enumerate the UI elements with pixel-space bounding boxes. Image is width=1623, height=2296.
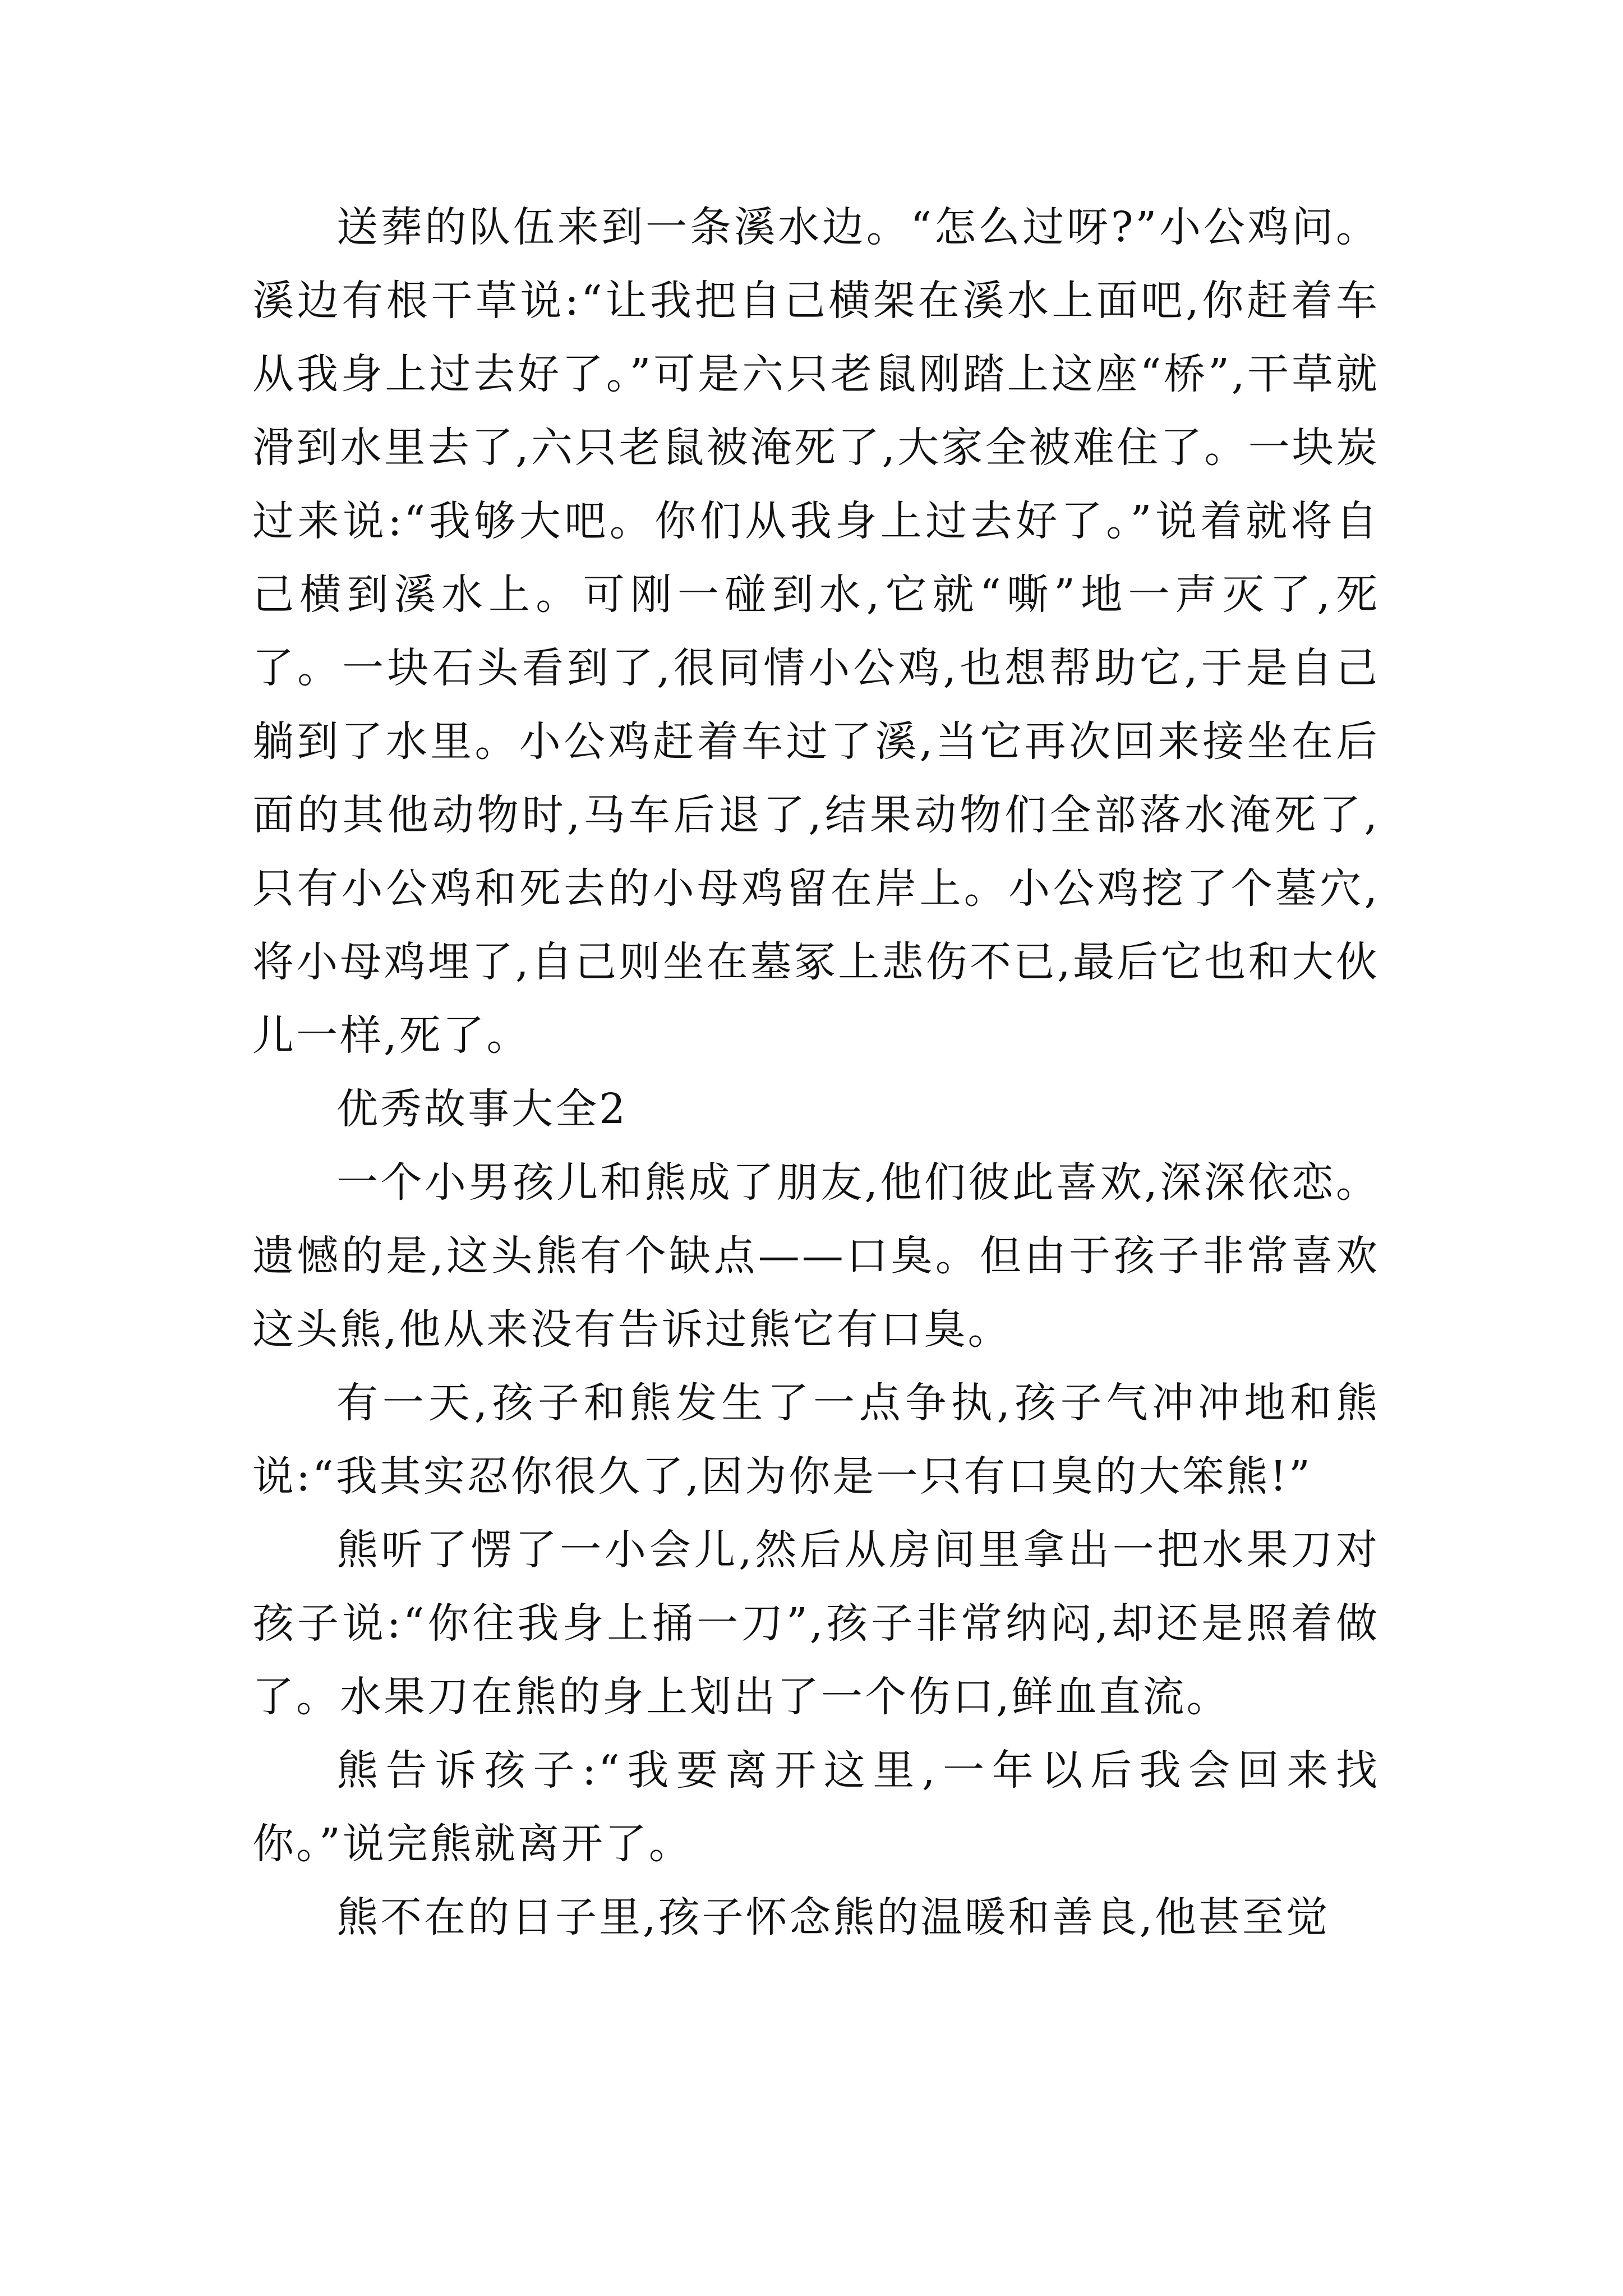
paragraph-knife: 熊听了愣了一小会儿,然后从房间里拿出一把水果刀对孩子说:“你往我身上捅一刀”,孩子非常纳闷,却还是照着做了。水果刀在熊的身上划出了一个伤口,鲜血直流。 [252, 1526, 1380, 1721]
paragraph-boy-and-bear: 一个小男孩儿和熊成了朋友,他们彼此喜欢,深深依恋。遗憾的是,这头熊有个缺点——口臭。但由于孩子非常喜欢这头熊,他从来没有告诉过熊它有口臭。 [252, 1158, 1380, 1354]
paragraph-argument: 有一天,孩子和熊发生了一点争执,孩子气冲冲地和熊说:“我其实忍你很久了,因为你是一只有口臭的大笨熊!” [252, 1379, 1380, 1501]
section-heading: 优秀故事大全2 [336, 1085, 628, 1133]
paragraph-funeral-procession: 送葬的队伍来到一条溪水边。“怎么过呀?”小公鸡问。溪边有根干草说:“让我把自己横架在溪水上面吧,你赶着车从我身上过去好了。”可是六只老鼠刚踏上这座“桥”,干草就滑到水里去了,六只老鼠被淹死了,大家全被难住了。一块炭过来说:“我够大吧。你们从我身上过去好了。”说着就将自己横到溪水上。可刚一碰到水,它就“嘶”地一声灭了,死了。一块石头看到了,很同情小公鸡,也想帮助它,于是自己躺到了水里。小公鸡赶着车过了溪,当它再次回来接坐在后面的其他动物时,马车后退了,结果动物们全部落水淹死了,只有小公鸡和死去的小母鸡留在岸上。小公鸡挖了个墓穴,将小母鸡埋了,自己则坐在墓冢上悲伤不已,最后它也和大伙儿一样,死了。 [252, 203, 1380, 1060]
document-body [252, 191, 1380, 1954]
paragraph-missing-bear: 熊不在的日子里,孩子怀念熊的温暖和善良,他甚至觉 [336, 1893, 1330, 1941]
paragraph-bear-leaves: 熊告诉孩子:“我要离开这里,一年以后我会回来找你。”说完熊就离开了。 [252, 1746, 1380, 1868]
